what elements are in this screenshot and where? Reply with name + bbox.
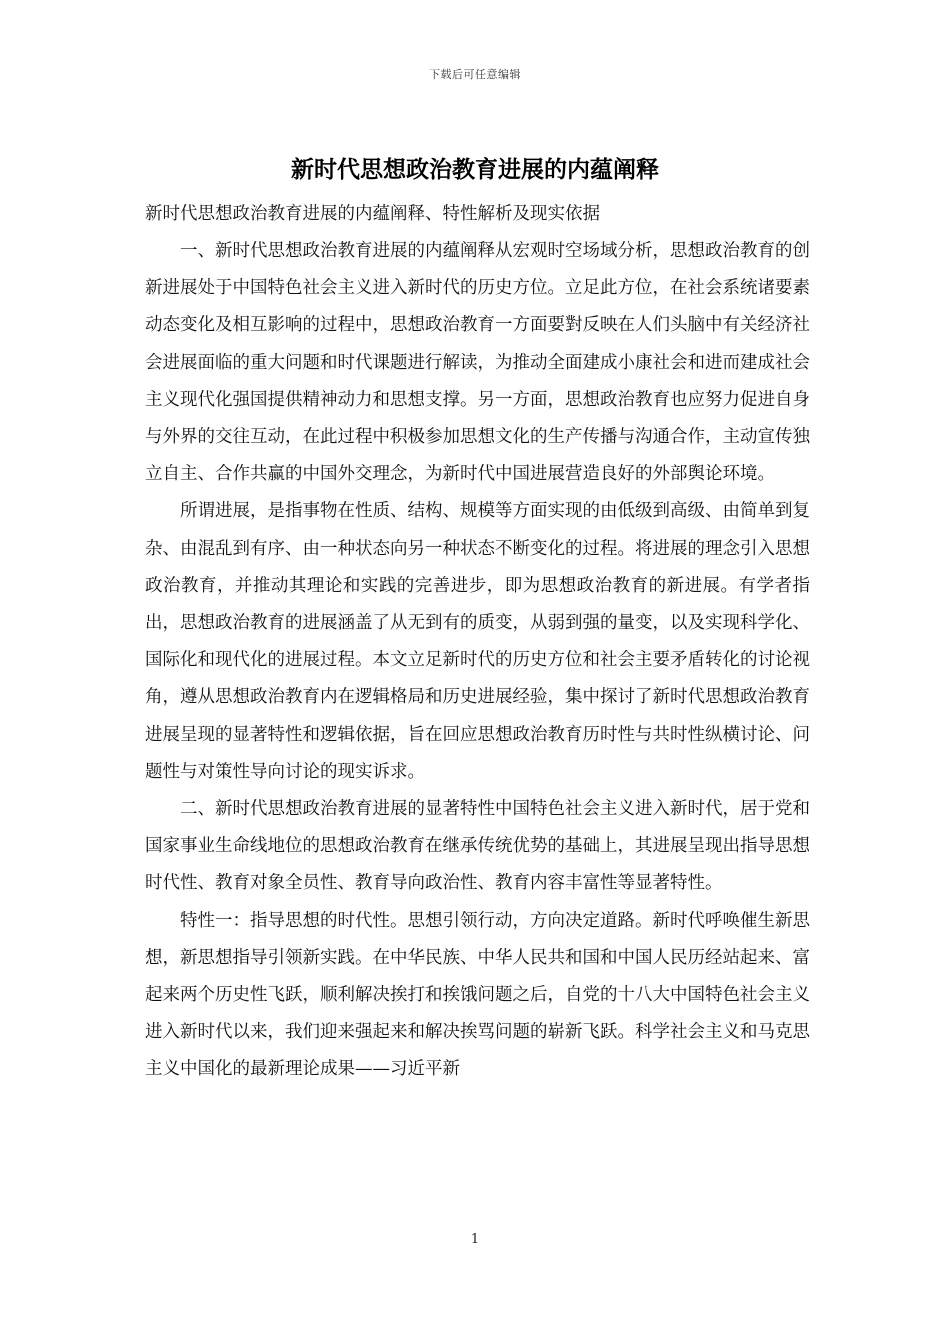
page-number: 1: [470, 1232, 480, 1247]
paragraph-4: 特性一：指导思想的时代性。思想引领行动，方向决定道路。新时代呼唤催生新思想，新思想指导引领新实践。在中华民族、中华人民共和国和中国人民历经站起来、富起来两个历史性飞跃，顺利解决挨打和挨饿问题之后，自党的十八大中国特色社会主义进入新时代以来，我们迎来强起来和解决挨骂问题的崭新飞跃。科学社会主义和马克思主义中国化的最新理论成果——习近平新: [145, 910, 810, 1080]
document-body: [145, 196, 810, 1089]
header-note: 下载后可任意编辑: [429, 68, 521, 81]
paragraph-3: 二、新时代思想政治教育进展的显著特性中国特色社会主义进入新时代，居于党和国家事业生命线地位的思想政治教育在继承传统优势的基础上，其进展呈现出指导思想时代性、教育对象全员性、教育导向政治性、教育内容丰富性等显著特性。: [145, 799, 810, 894]
document-title: 新时代思想政治教育进展的内蕴阐释: [291, 156, 659, 183]
paragraph-2: 所谓进展，是指事物在性质、结构、规模等方面实现的由低级到高级、由简单到复杂、由混乱到有序、由一种状态向另一种状态不断变化的过程。将进展的理念引入思想政治教育，并推动其理论和实践的完善进步，即为思想政治教育的新进展。有学者指出，思想政治教育的进展涵盖了从无到有的质变，从弱到强的量变，以及实现科学化、国际化和现代化的进展过程。本文立足新时代的历史方位和社会主要矛盾转化的讨论视角，遵从思想政治教育内在逻辑格局和历史进展经验，集中探讨了新时代思想政治教育进展呈现的显著特性和逻辑依据，旨在回应思想政治教育历时性与共时性纵横讨论、问题性与对策性导向讨论的现实诉求。: [145, 501, 810, 782]
paragraph-1: 一、新时代思想政治教育进展的内蕴阐释从宏观时空场域分析，思想政治教育的创新进展处于中国特色社会主义进入新时代的历史方位。立足此方位，在社会系统诸要素动态变化及相互影响的过程中，思想政治教育一方面要對反映在人们头脑中有关经济社会进展面临的重大问题和时代课题进行解读，为推动全面建成小康社会和进而建成社会主义现代化强国提供精神动力和思想支撑。另一方面，思想政治教育也应努力促进自身与外界的交往互动，在此过程中积极参加思想文化的生产传播与沟通合作，主动宣传独立自主、合作共赢的中国外交理念，为新时代中国进展营造良好的外部舆论环境。: [145, 241, 810, 485]
document-subtitle: 新时代思想政治教育进展的内蕴阐释、特性解析及现实依据: [145, 204, 600, 224]
